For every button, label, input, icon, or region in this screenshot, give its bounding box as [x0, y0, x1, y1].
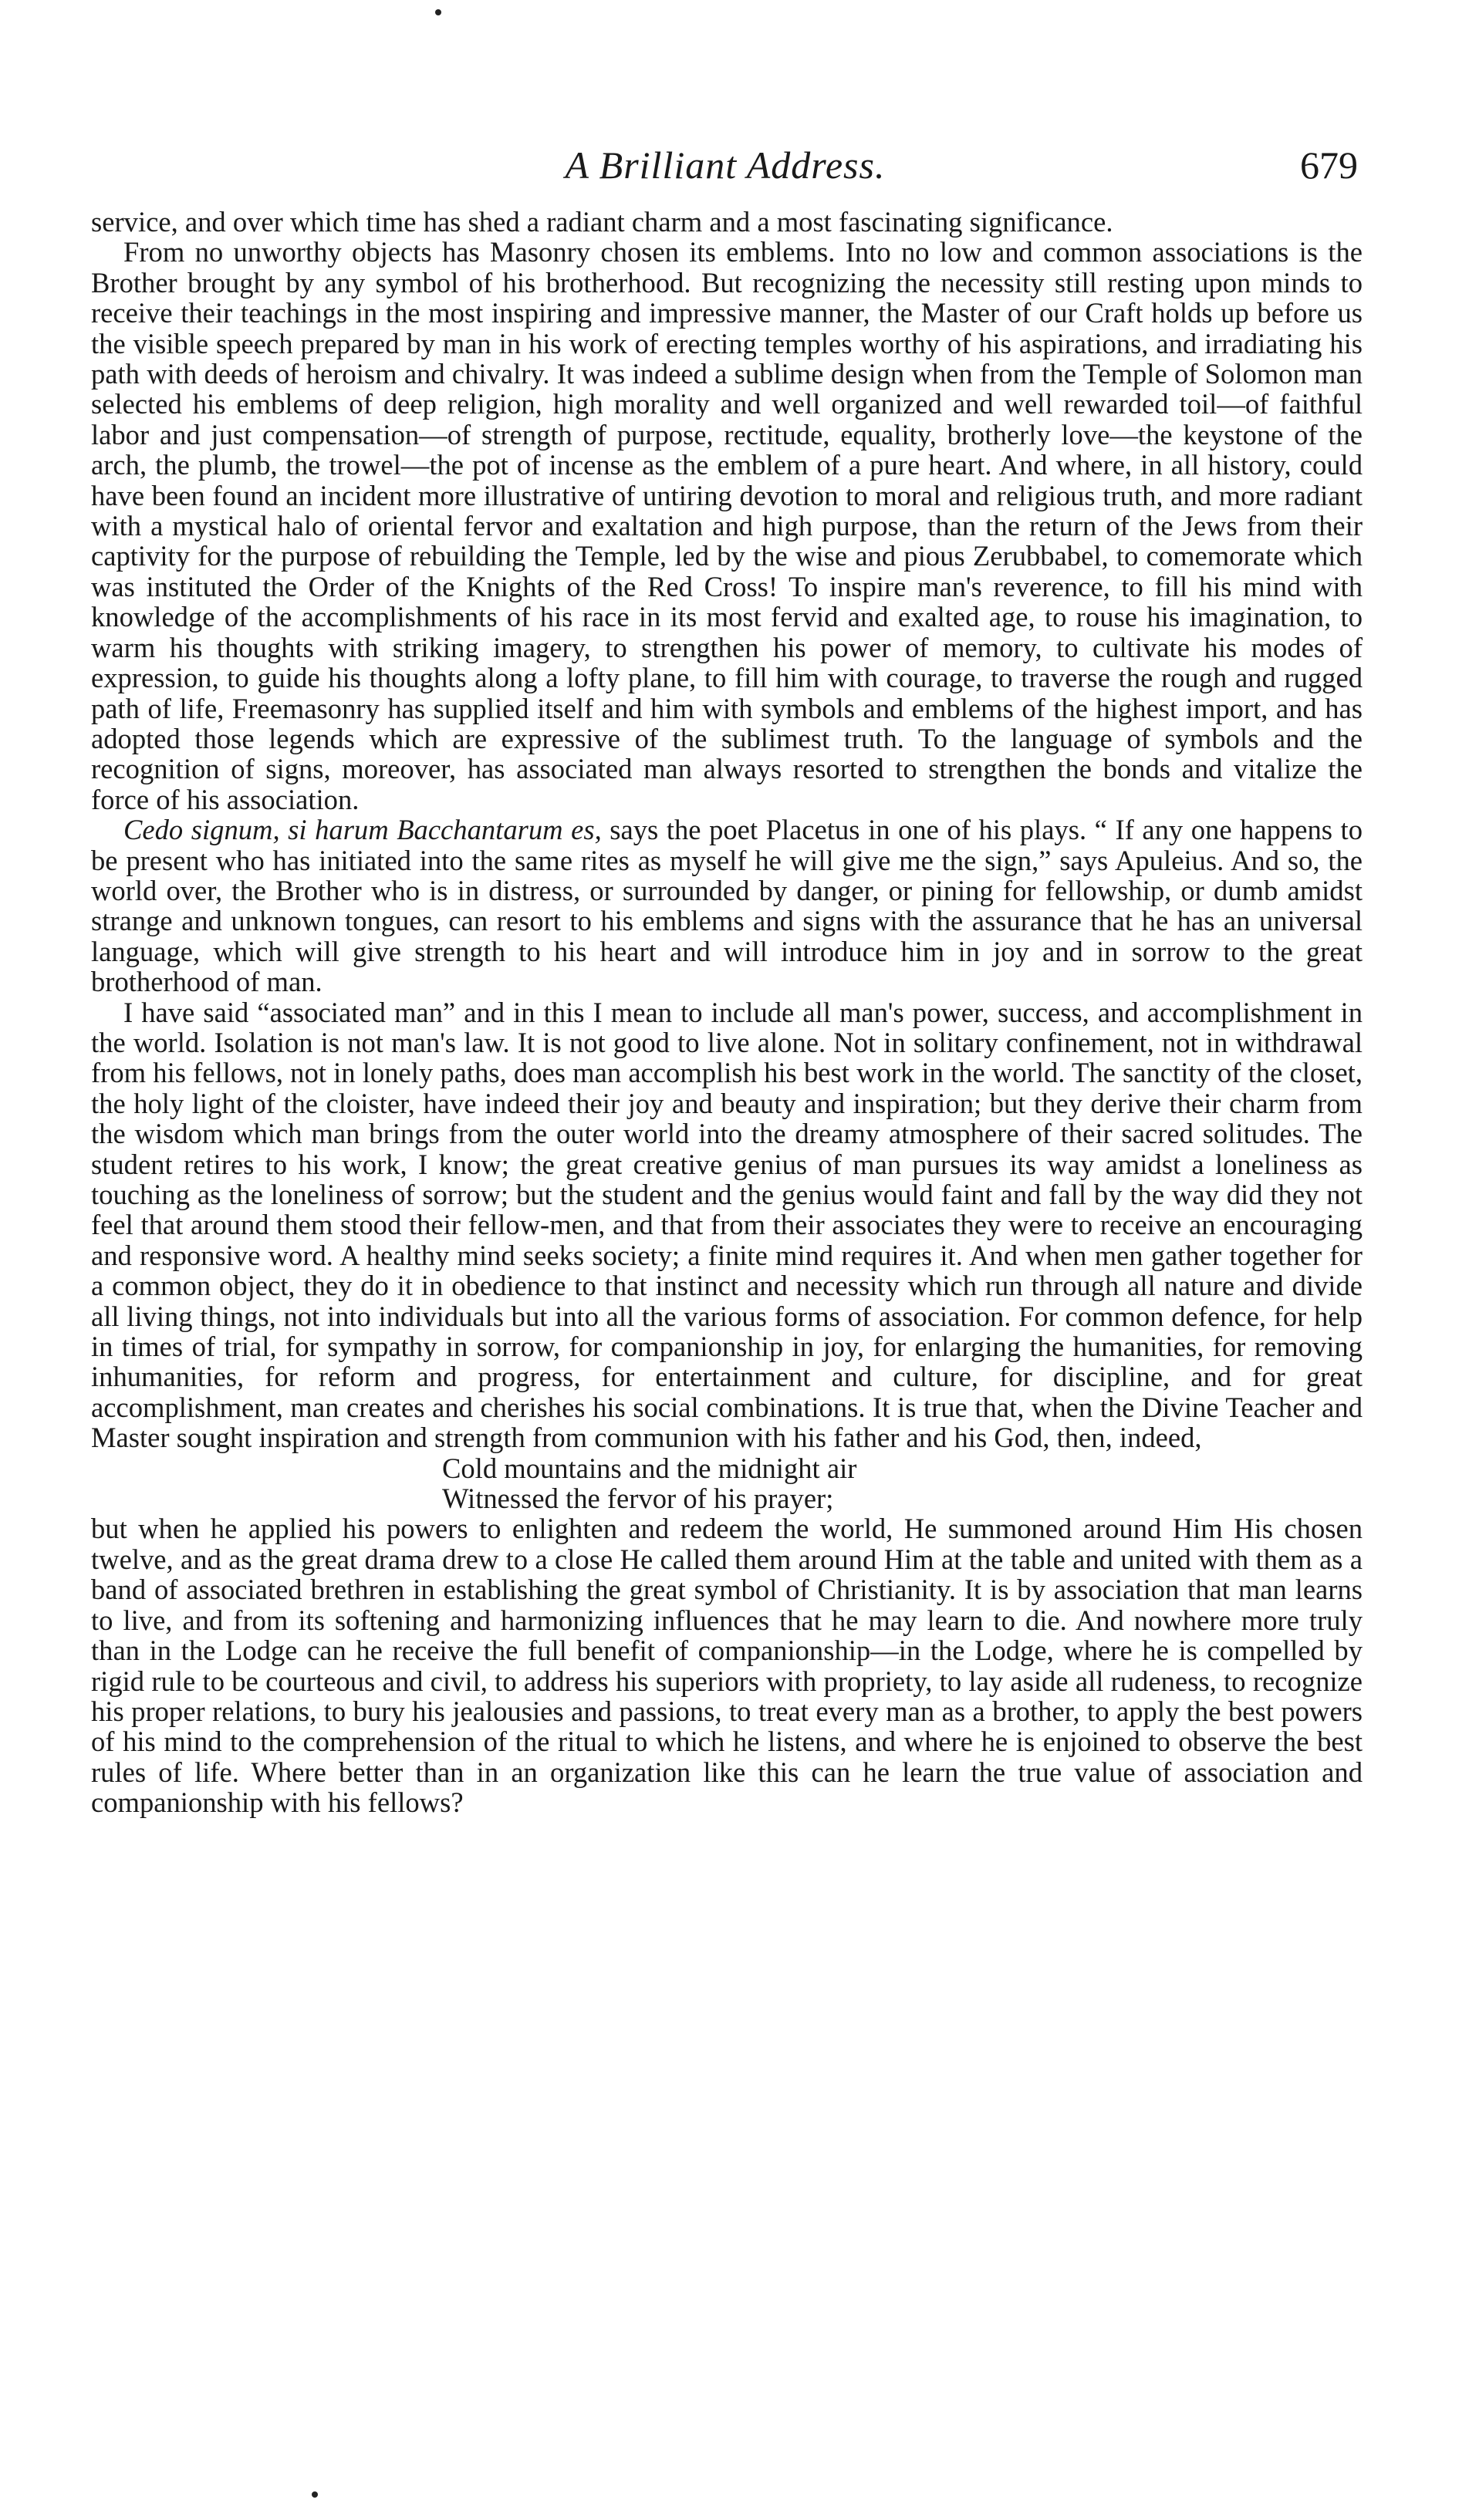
- paragraph-signs: [91, 815, 1363, 997]
- ink-speck-bottom: [312, 2491, 318, 2498]
- paragraph-emblems: From no unworthy objects has Masonry chosen its emblems. Into no low and common associations is the Brother brought by any symbol of his brotherhood. But recognizing the necessity still resting upon minds to receive their teachings in the most inspiring and impressive manner, the Master of our Craft holds up before us the visible speech prepared by man in his work of erecting temples worthy of his aspirations, and irradiating his path with deeds of heroism and chivalry. It was indeed a sublime design when from the Temple of Solomon man selected his emblems of deep religion, high morality and well organized and well rewarded toil—of faithful labor and just compensation—of strength of purpose, rectitude, equality, brotherly love—the keystone of the arch, the plumb, the trowel—the pot of incense as the emblem of a pure heart. And where, in all history, could have been found an incident more illustrative of untiring devotion to moral and religious truth, and more radiant with a mystical halo of oriental fervor and exaltation and high purpose, than the return of the Jews from their captivity for the purpose of rebuilding the Temple, led by the wise and pious Zerubbabel, to comemorate which was instituted the Order of the Knights of the Red Cross! To inspire man's reverence, to fill his mind with knowledge of the accomplishments of his race in its most fervid and exalted age, to rouse his imagination, to warm his thoughts with striking imagery, to strengthen his power of memory, to cultivate his modes of expression, to guide his thoughts along a lofty plane, to fill him with courage, to traverse the rough and rugged path of life, Freemasonry has supplied itself and him with symbols and emblems of the highest import, and has adopted those legends which are expressive of the sublimest truth. To the language of symbols and the recognition of signs, moreover, has associated man always resorted to strengthen the bonds and vitalize the force of his association.: [91, 236, 1363, 815]
- ink-speck-top: [435, 9, 441, 15]
- paragraph-continuation: service, and over which time has shed a radiant charm and a most fascinating significance.: [91, 206, 1113, 238]
- page-header: [93, 143, 1358, 197]
- page-number: 679: [1300, 143, 1358, 187]
- poem-quotation: [91, 1453, 1363, 1514]
- poem-line: Witnessed the fervor of his prayer;: [442, 1483, 834, 1515]
- paragraph-signs-text: says the poet Placetus in one of his plays. “ If any one happens to be present who has initiated into the same rites as myself he will give me the sign,” says Apuleius. And so, the world over, the Brother who is in distress, or surrounded by danger, or pining for fellowship, or dumb amidst strange and unknown tongues, can resort to his emblems and signs with the assurance that he has an universal language, which will give strength to his heart and will introduce him in joy and in sorrow to the great brotherhood of man.: [91, 814, 1363, 998]
- paragraph-associated-man: I have said “associated man” and in this I mean to include all man's power, success, and accomplishment in the world. Isolation is not man's law. It is not good to live alone. Not in solitary confinement, not in withdrawal from his fellows, not in lonely paths, does man accomplish his best work in the world. The sanctity of the closet, the holy light of the cloister, have indeed their joy and beauty and inspiration; but they derive their charm from the wisdom which man brings from the outer world into the dreamy atmosphere of their sacred solitudes. The student retires to his work, I know; the great creative genius of man pursues its way amidst a loneliness as touching as the loneliness of sorrow; but the student and the genius would faint and fall by the way did they not feel that around them stood their fellow-men, and that from their associates they were to receive an encouraging and responsive word. A healthy mind seeks society; a finite mind requires it. And when men gather together for a common object, they do it in obedience to that instinct and necessity which run through all nature and divide all living things, not into individuals but into all the various forms of association. For common defence, for help in times of trial, for sympathy in sorrow, for companionship in joy, for enlarging the humanities, for removing inhumanities, for reform and progress, for entertainment and culture, for discipline, and for great accomplishment, man creates and cherishes his social combinations. It is true that, when the Divine Teacher and Master sought inspiration and strength from communion with his father and his God, then, indeed,: [91, 996, 1363, 1454]
- latin-quotation: Cedo signum, si harum Bacchantarum es,: [123, 814, 602, 846]
- paragraph-closing: but when he applied his powers to enlighten and redeem the world, He summoned around Him His chosen twelve, and as the great drama drew to a close He called them around Him at the table and united with them as a band of associated brethren in establishing the great symbol of Christianity. It is by association that man learns to live, and from its softening and harmonizing influences that he may learn to die. And nowhere more truly than in the Lodge can he receive the full benefit of companionship—in the Lodge, where he is compelled by rigid rule to be courteous and civil, to address his superiors with propriety, to lay aside all rudeness, to recognize his proper relations, to bury his jealousies and passions, to treat every man as a brother, to apply the best powers of his mind to the comprehension of the ritual to which he listens, and where he is enjoined to observe the best rules of life. Where better than in an organization like this can he learn the true value of association and companionship with his fellows?: [91, 1513, 1363, 1819]
- poem-line: Cold mountains and the midnight air: [442, 1452, 857, 1484]
- running-title: A Brilliant Address.: [565, 143, 886, 187]
- body-text: [91, 207, 1363, 1818]
